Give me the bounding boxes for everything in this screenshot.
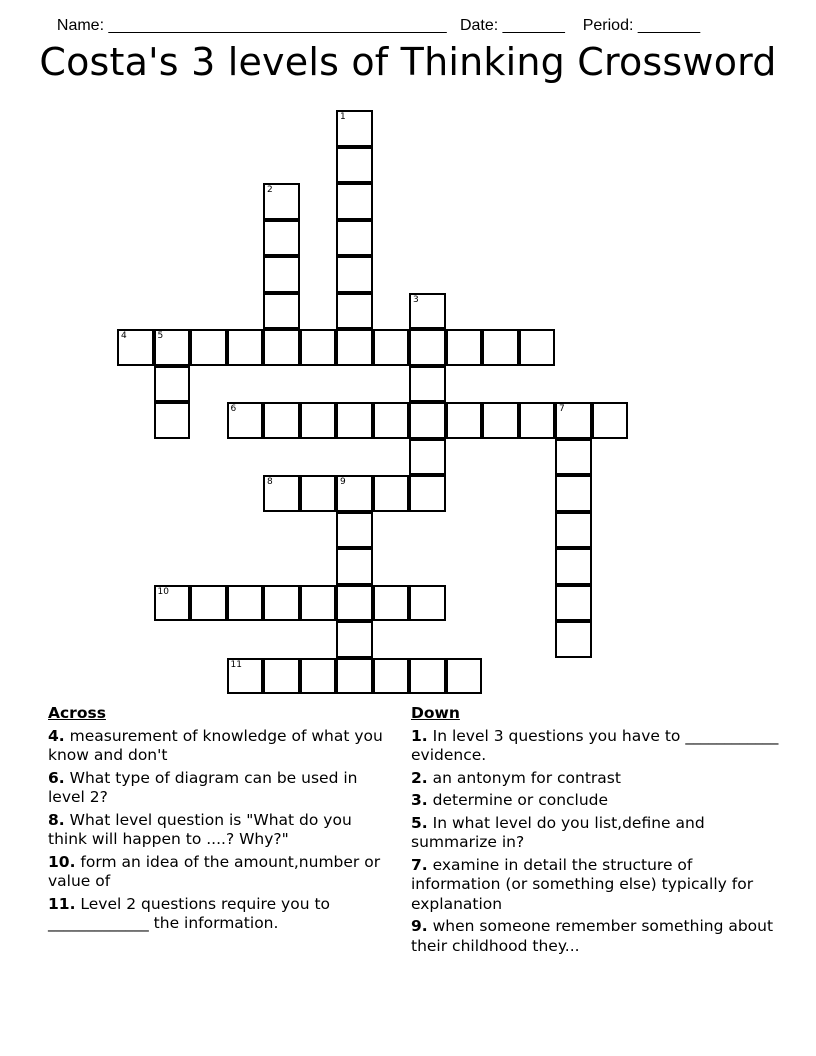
crossword-cell[interactable] <box>336 402 373 439</box>
clue-across-4: 4. measurement of knowledge of what you know and don't <box>48 726 383 764</box>
crossword-cell[interactable] <box>227 585 264 622</box>
date-field-label[interactable]: Date: _______ <box>459 17 565 34</box>
crossword-cell[interactable] <box>336 512 373 549</box>
crossword-cell[interactable] <box>336 256 373 293</box>
clue-down-9: 9. when someone remember something about their childhood they... <box>411 917 774 955</box>
crossword-cell[interactable] <box>555 585 592 622</box>
crossword-cell[interactable] <box>336 658 373 695</box>
crossword-cell[interactable] <box>154 329 191 366</box>
crossword-cell[interactable] <box>555 439 592 476</box>
cell-number: 1 <box>340 112 346 122</box>
crossword-cell[interactable] <box>409 658 446 695</box>
crossword-cell[interactable] <box>336 147 373 184</box>
crossword-cell[interactable] <box>227 402 264 439</box>
crossword-cell[interactable] <box>409 293 446 330</box>
crossword-cell[interactable] <box>336 220 373 257</box>
crossword-cell[interactable] <box>336 293 373 330</box>
down-clues <box>411 704 781 959</box>
crossword-cell[interactable] <box>117 329 154 366</box>
crossword-cell[interactable] <box>555 548 592 585</box>
crossword-cell[interactable] <box>300 585 337 622</box>
crossword-cell[interactable] <box>409 475 446 512</box>
crossword-cell[interactable] <box>409 402 446 439</box>
crossword-cell[interactable] <box>263 220 300 257</box>
clue-down-3: 3. determine or conclude <box>411 791 609 809</box>
crossword-cell[interactable] <box>336 475 373 512</box>
cell-number: 5 <box>157 331 164 341</box>
crossword-cell[interactable] <box>336 183 373 220</box>
crossword-cell[interactable] <box>154 585 191 622</box>
across-heading: Across <box>48 704 106 722</box>
cell-number: 3 <box>413 294 419 305</box>
cell-number: 6 <box>230 404 237 414</box>
down-heading: Down <box>411 704 460 722</box>
crossword-cell[interactable] <box>263 658 300 695</box>
crossword-cell[interactable] <box>263 585 300 622</box>
clue-across-10: 10. form an idea of the amount,number or value of <box>48 852 381 890</box>
crossword-cell[interactable] <box>263 183 300 220</box>
clue-down-2: 2. an antonym for contrast <box>411 768 621 787</box>
crossword-cell[interactable] <box>336 329 373 366</box>
page-title: Costa's 3 levels of Thinking Crossword <box>39 40 777 84</box>
cell-number: 11 <box>230 659 242 670</box>
crossword-cell[interactable] <box>263 402 300 439</box>
crossword-cell[interactable] <box>592 402 629 439</box>
crossword-cell[interactable] <box>555 475 592 512</box>
across-clues <box>48 704 393 937</box>
crossword-cell[interactable] <box>154 402 191 439</box>
crossword-cell[interactable] <box>336 621 373 658</box>
clue-across-11: 11. Level 2 questions require you to _____________ the information. <box>48 894 331 932</box>
clue-down-1: 1. In level 3 questions you have to ____________ evidence. <box>411 726 779 764</box>
crossword-cell[interactable] <box>409 329 446 366</box>
cell-number: 7 <box>559 404 565 414</box>
cell-number: 10 <box>157 586 169 597</box>
cell-number: 9 <box>340 477 346 487</box>
crossword-cell[interactable] <box>519 402 556 439</box>
crossword-cell[interactable] <box>300 475 337 512</box>
crossword-cell[interactable] <box>409 366 446 403</box>
crossword-cell[interactable] <box>409 439 446 476</box>
crossword-cell[interactable] <box>300 329 337 366</box>
crossword-cell[interactable] <box>482 329 519 366</box>
crossword-cell[interactable] <box>263 329 300 366</box>
crossword-cell[interactable] <box>154 366 191 403</box>
crossword-cell[interactable] <box>373 402 410 439</box>
crossword-cell[interactable] <box>263 293 300 330</box>
crossword-cell[interactable] <box>409 585 446 622</box>
crossword-cell[interactable] <box>336 110 373 147</box>
crossword-cell[interactable] <box>227 658 264 695</box>
crossword-cell[interactable] <box>336 548 373 585</box>
crossword-cell[interactable] <box>373 585 410 622</box>
crossword-cell[interactable] <box>227 329 264 366</box>
crossword-cell[interactable] <box>263 475 300 512</box>
clue-down-7: 7. examine in detail the structure of information (or something else) typically for explanation <box>411 855 754 913</box>
period-field-label[interactable]: Period: _______ <box>582 17 701 34</box>
crossword-cell[interactable] <box>446 329 483 366</box>
crossword-cell[interactable] <box>482 402 519 439</box>
crossword-cell[interactable] <box>555 402 592 439</box>
crossword-cell[interactable] <box>336 585 373 622</box>
clue-across-6: 6. What type of diagram can be used in level 2? <box>48 768 358 806</box>
crossword-cell[interactable] <box>190 585 227 622</box>
crossword-cell[interactable] <box>300 658 337 695</box>
crossword-cell[interactable] <box>446 402 483 439</box>
crossword-cell[interactable] <box>300 402 337 439</box>
crossword-cell[interactable] <box>519 329 556 366</box>
crossword-cell[interactable] <box>555 621 592 658</box>
crossword-cell[interactable] <box>190 329 227 366</box>
crossword-cell[interactable] <box>373 329 410 366</box>
crossword-cell[interactable] <box>373 658 410 695</box>
crossword-cell[interactable] <box>263 256 300 293</box>
cell-number: 2 <box>267 185 273 195</box>
cell-number: 4 <box>121 331 127 341</box>
crossword-cell[interactable] <box>373 475 410 512</box>
crossword-cell[interactable] <box>446 658 483 695</box>
crossword-cell[interactable] <box>555 512 592 549</box>
name-field-label[interactable]: Name: ______________________________________ <box>56 17 447 34</box>
cell-number: 8 <box>267 477 273 487</box>
clue-across-8: 8. What level question is "What do you think will happen to ....? Why?" <box>48 810 352 848</box>
clue-down-5: 5. In what level do you list,define and summarize in? <box>411 813 705 851</box>
